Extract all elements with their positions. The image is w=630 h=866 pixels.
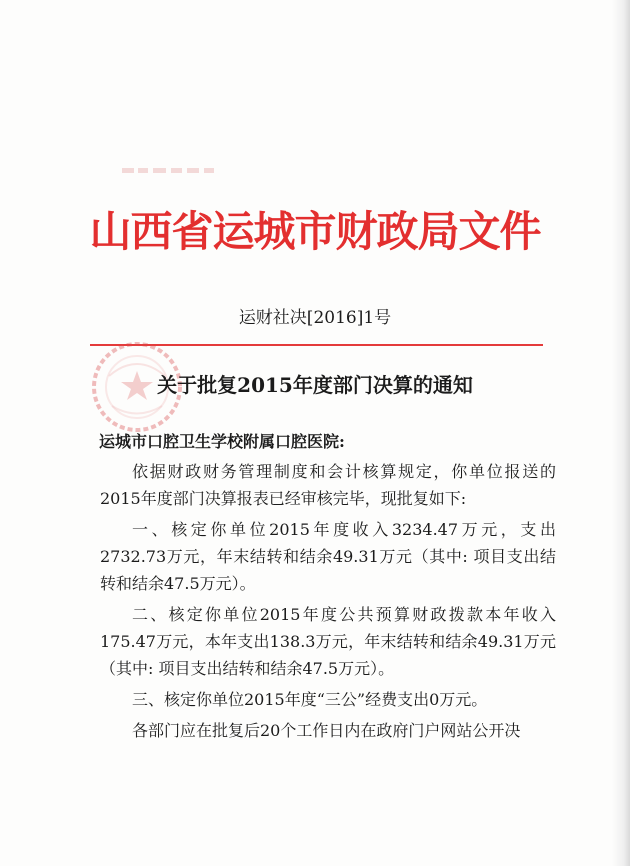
addressee-line: 运城市口腔卫生学校附属口腔医院: xyxy=(99,432,345,451)
body-paragraph-public-budget: 二、核定你单位2015年度公共预算财政拨款本年收入175.47万元，本年支出138.3万元，年末结转和结余49.31万元（其中: 项目支出结转和结余47.5万元）。 xyxy=(100,605,556,678)
notice-title: 关于批复2015年度部门决算的通知 xyxy=(157,373,473,397)
notice-body xyxy=(100,458,556,748)
scan-shadow-edge xyxy=(612,0,630,866)
body-paragraph-disclosure: 各部门应在批复后20个工作日内在政府门户网站公开决 xyxy=(132,721,521,740)
document-header: 山西省运城市财政局文件 xyxy=(89,207,541,256)
document-number: 运财社决[2016]1号 xyxy=(238,308,392,328)
body-paragraph-income-expense: 一、核定你单位2015年度收入3234.47万元，支出2732.73万元，年末结转和结余49.31万元（其中: 项目支出结转和结余47.5万元）。 xyxy=(100,520,556,593)
faint-stamp-text-mark xyxy=(122,166,214,176)
body-paragraph-three-public-expenses: 三、核定你单位2015年度“三公”经费支出0万元。 xyxy=(132,690,488,709)
body-paragraph-intro: 依据财政财务管理制度和会计核算规定，你单位报送的2015年度部门决算报表已经审核完毕，现批复如下: xyxy=(100,462,556,508)
